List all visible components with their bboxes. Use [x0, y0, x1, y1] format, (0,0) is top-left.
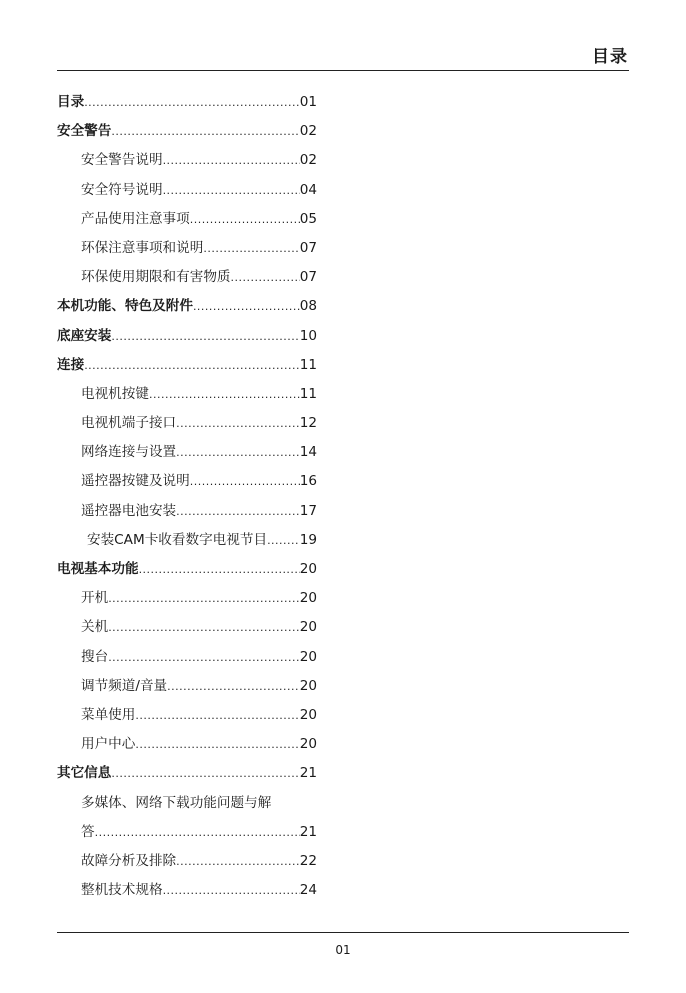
toc-subsection-entry[interactable]: [57, 497, 317, 526]
toc-entry-page: 20: [299, 706, 317, 723]
toc-entry-page: 20: [299, 590, 317, 607]
toc-leader-dots: [111, 759, 299, 788]
toc-leader-dots: [95, 818, 300, 847]
toc-subsection-entry[interactable]: [57, 526, 317, 555]
toc-section-entry[interactable]: [57, 117, 317, 146]
toc-leader-dots: [163, 876, 300, 905]
toc-leader-dots: [231, 263, 300, 292]
toc-leader-dots: [163, 176, 300, 205]
toc-leader-dots: [176, 438, 300, 467]
toc-leader-dots: [167, 672, 300, 701]
toc-subsection-entry[interactable]: [57, 584, 317, 613]
toc-entry-page: 20: [299, 619, 317, 636]
toc-entry-page: 07: [299, 269, 317, 286]
toc-leader-dots: [84, 88, 300, 117]
toc-leader-dots: [267, 526, 300, 555]
toc-entry-page: 04: [299, 181, 317, 198]
toc-subsection-entry[interactable]: [57, 234, 317, 263]
toc-entry-page: 24: [299, 882, 317, 899]
toc-entry-page: 20: [299, 677, 317, 694]
toc-entry-page: 21: [299, 823, 317, 840]
toc-entry-page: 02: [299, 123, 317, 140]
toc-subsection-entry[interactable]: [57, 467, 317, 496]
toc-subsection-entry[interactable]: [57, 672, 317, 701]
toc-entry-page: 14: [299, 444, 317, 461]
toc-entry-label: 其它信息: [57, 765, 112, 782]
toc-subsection-entry[interactable]: [57, 730, 317, 759]
toc-leader-dots: [135, 730, 299, 759]
toc-section-entry[interactable]: [57, 322, 317, 351]
toc-entry-label: 环保使用期限和有害物质: [81, 269, 231, 286]
toc-entry-label: 遥控器电池安装: [81, 502, 177, 519]
toc-section-entry[interactable]: [57, 351, 317, 380]
toc-leader-dots: [193, 292, 300, 321]
toc-entry-page: 20: [299, 736, 317, 753]
toc-subsection-entry[interactable]: [57, 263, 317, 292]
footer-rule: [57, 932, 629, 933]
toc-entry-label: 调节频道/音量: [81, 677, 168, 694]
toc-entry-label: 遥控器按键及说明: [81, 473, 190, 490]
toc-entry-page: 02: [299, 152, 317, 169]
toc-entry-page: 08: [299, 298, 317, 315]
toc-section-entry[interactable]: [57, 555, 317, 584]
toc-entry-page: 07: [299, 239, 317, 256]
toc-entry-page: 16: [299, 473, 317, 490]
toc-entry-label: 电视机端子接口: [81, 415, 177, 432]
toc-subsection-entry[interactable]: [57, 380, 317, 409]
toc-entry-label: 安全符号说明: [81, 181, 163, 198]
table-of-contents: [57, 88, 317, 905]
toc-subsection-entry[interactable]: [57, 146, 317, 175]
toc-leader-dots: [108, 584, 300, 613]
toc-leader-dots: [176, 847, 300, 876]
toc-leader-dots: [135, 701, 299, 730]
toc-entry-label: 答: [81, 823, 95, 840]
header-rule: [57, 70, 629, 71]
toc-entry-label: 安全警告: [57, 123, 112, 140]
toc-entry-page: 20: [299, 561, 317, 577]
toc-entry-page: 21: [299, 765, 317, 782]
toc-entry-label: 关机: [81, 619, 109, 636]
toc-entry-page: 05: [299, 210, 317, 227]
toc-leader-dots: [190, 467, 300, 496]
toc-leader-dots: [139, 555, 300, 584]
toc-entry-label: 连接: [57, 356, 85, 373]
toc-subsection-entry[interactable]: [57, 205, 317, 234]
toc-leader-dots: [111, 117, 299, 146]
toc-leader-dots: [176, 409, 300, 438]
toc-section-entry[interactable]: [57, 759, 317, 788]
toc-subsection-entry[interactable]: [57, 701, 317, 730]
page-number: 01: [335, 943, 351, 957]
toc-entry-label: 搜台: [81, 648, 109, 665]
toc-entry-label: 电视机按键: [81, 385, 149, 402]
toc-subsection-entry[interactable]: [57, 818, 317, 847]
toc-subsection-entry[interactable]: [57, 176, 317, 205]
toc-entry-page: 11: [299, 356, 317, 373]
toc-entry-page: 11: [299, 385, 317, 402]
toc-leader-dots: [176, 497, 300, 526]
toc-entry-label: 目录: [57, 94, 85, 110]
toc-entry-label: 菜单使用: [81, 706, 136, 723]
toc-leader-dots: [111, 322, 299, 351]
toc-entry-label: 本机功能、特色及附件: [57, 298, 193, 315]
toc-leader-dots: [190, 205, 300, 234]
toc-entry-label: 安装CAM卡收看数字电视节目: [87, 531, 268, 548]
toc-leader-dots: [108, 613, 300, 642]
toc-subsection-entry[interactable]: [57, 643, 317, 672]
toc-entry-label: 安全警告说明: [81, 152, 163, 169]
toc-entry-label: 故障分析及排除: [81, 852, 177, 869]
toc-leader-dots: [84, 351, 300, 380]
toc-entry-label: 整机技术规格: [81, 882, 163, 899]
toc-subsection-entry[interactable]: [57, 613, 317, 642]
toc-subsection-entry[interactable]: [57, 409, 317, 438]
toc-leader-dots: [163, 146, 300, 175]
toc-entry-label: 网络连接与设置: [81, 444, 177, 461]
toc-section-entry[interactable]: [57, 88, 317, 117]
toc-entry-page: 12: [299, 415, 317, 432]
toc-entry-page: 17: [299, 502, 317, 519]
toc-subsection-entry[interactable]: [57, 847, 317, 876]
toc-entry-label: 用户中心: [81, 736, 136, 753]
toc-leader-dots: [149, 380, 300, 409]
toc-entry-page: 20: [299, 648, 317, 665]
toc-leader-dots: [203, 234, 299, 263]
toc-entry-label: 底座安装: [57, 327, 112, 344]
toc-entry-label: 多媒体、网络下载功能问题与解: [81, 794, 272, 811]
toc-entry-page: 01: [299, 94, 317, 110]
toc-entry-page: 19: [299, 531, 317, 548]
toc-entry-page: 10: [299, 327, 317, 344]
page-title: 目录: [592, 47, 628, 67]
toc-entry-label: 环保注意事项和说明: [81, 239, 204, 256]
toc-subsection-entry[interactable]: [57, 876, 317, 905]
toc-section-entry[interactable]: [57, 292, 317, 321]
toc-leader-dots: [108, 643, 300, 672]
toc-subsection-entry[interactable]: [57, 438, 317, 467]
toc-entry-label: 电视基本功能: [57, 561, 139, 577]
toc-entry-label: 开机: [81, 590, 109, 607]
toc-subsection-entry[interactable]: [57, 789, 317, 818]
toc-entry-page: 22: [299, 852, 317, 869]
toc-entry-label: 产品使用注意事项: [81, 210, 190, 227]
